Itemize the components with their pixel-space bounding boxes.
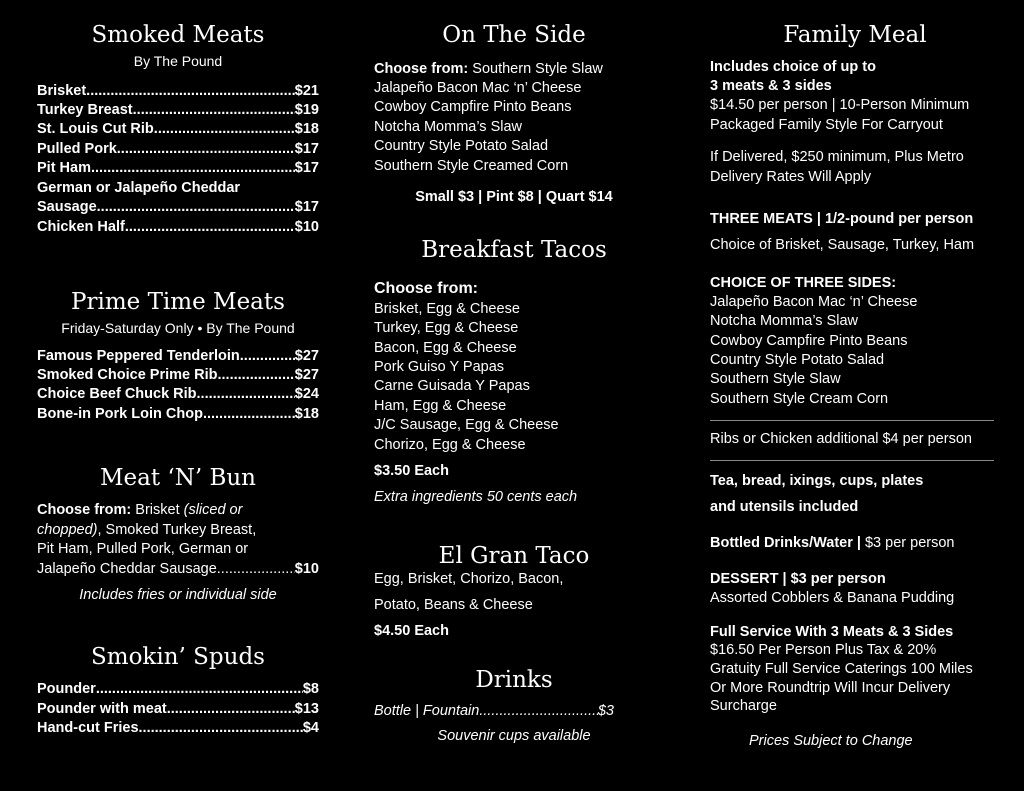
meat-n-bun-line3: Pit Ham, Pulled Pork, German or (37, 541, 249, 557)
side-item: Country Style Potato Salad (374, 138, 549, 154)
full-service-heading: Full Service With 3 Meats & 3 Sides (710, 624, 954, 640)
taco-item: Ham, Egg & Cheese (374, 398, 507, 414)
taco-item: Carne Guisada Y Papas (374, 378, 530, 394)
side-sizes: Small $3 | Pint $8 | Quart $14 (415, 189, 613, 205)
family-side: Notcha Momma’s Slaw (710, 313, 859, 329)
taco-item: Bacon, Egg & Cheese (374, 340, 517, 356)
family-side: Southern Style Cream Corn (710, 391, 889, 407)
taco-item: Pork Guiso Y Papas (374, 359, 505, 375)
ribs-note: Ribs or Chicken additional $4 per person (710, 431, 972, 447)
full-service-line: Or More Roundtrip Will Incur Delivery (710, 680, 951, 696)
menu-item: Pounder ..... $8 (37, 681, 319, 697)
side-item: Southern Style Creamed Corn (374, 158, 569, 174)
menu-item: Pit Ham ..... $17 (37, 160, 319, 176)
spuds-title: Smokin’ Spuds (91, 644, 265, 670)
family-intro: Includes choice of up to (710, 59, 876, 75)
taco-item: Turkey, Egg & Cheese (374, 320, 519, 336)
menu-item: Famous Peppered Tenderloin ..... $27 (37, 348, 319, 364)
drinks-title: Drinks (475, 667, 553, 693)
menu-item: Bone-in Pork Loin Chop ..... $18 (37, 406, 319, 422)
full-service-line: $16.50 Per Person Plus Tax & 20% (710, 642, 937, 658)
prices-note: Prices Subject to Change (749, 733, 913, 749)
family-side: Country Style Potato Salad (710, 352, 885, 368)
meat-n-bun-title: Meat ‘N’ Bun (99, 465, 256, 491)
taco-item: Chorizo, Egg & Cheese (374, 437, 526, 453)
on-the-side-title: On The Side (442, 22, 586, 48)
menu-item: Chicken Half ..... $10 (37, 219, 319, 235)
menu-item: St. Louis Cut Rib ..... $18 (37, 121, 319, 137)
sides-heading: CHOICE OF THREE SIDES: (710, 275, 897, 291)
drinks-note: Souvenir cups available (437, 728, 591, 744)
meat-n-bun-note: Includes fries or individual side (79, 587, 277, 603)
meat-n-bun-line2: chopped), Smoked Turkey Breast, (37, 522, 257, 538)
menu-item: Bottle | Fountain ..... $3 (374, 703, 614, 719)
full-service-line: Gratuity Full Service Caterings 100 Miles (710, 661, 973, 677)
prime-time-subtitle: Friday-Saturday Only • By The Pound (61, 320, 295, 336)
dessert-heading: DESSERT | $3 per person (710, 571, 886, 587)
gran-taco-price: $4.50 Each (374, 623, 449, 639)
menu-item: Choice Beef Chuck Rib ..... $24 (37, 386, 319, 402)
family-delivered: Delivery Rates Will Apply (710, 169, 872, 185)
family-intro: 3 meats & 3 sides (710, 78, 832, 94)
menu-item: Pounder with meat ..... $13 (37, 701, 319, 717)
menu-item: Brisket ..... $21 (37, 83, 319, 99)
gran-taco-line2: Potato, Beans & Cheese (374, 597, 533, 613)
menu-item: Jalapeño Cheddar Sausage ..... $10 (37, 561, 319, 577)
el-gran-taco-title: El Gran Taco (438, 543, 590, 569)
side-item: Cowboy Campfire Pinto Beans (374, 99, 572, 115)
taco-price: $3.50 Each (374, 463, 449, 479)
breakfast-choose-label: Choose from: (374, 280, 478, 297)
prime-time-title: Prime Time Meats (71, 289, 285, 315)
side-item: Notcha Momma’s Slaw (374, 119, 523, 135)
meats-choice: Choice of Brisket, Sausage, Turkey, Ham (710, 237, 975, 253)
menu-item: Turkey Breast ..... $19 (37, 102, 319, 118)
taco-item: Brisket, Egg & Cheese (374, 301, 520, 317)
menu-item: Hand-cut Fries ..... $4 (37, 720, 319, 736)
side-item: Jalapeño Bacon Mac ‘n’ Cheese (374, 80, 582, 96)
menu-item: Smoked Choice Prime Rib ..... $27 (37, 367, 319, 383)
menu-item: Pulled Pork ..... $17 (37, 141, 319, 157)
taco-item: J/C Sausage, Egg & Cheese (374, 417, 559, 433)
family-side: Jalapeño Bacon Mac ‘n’ Cheese (710, 294, 918, 310)
divider (710, 420, 994, 421)
taco-extra: Extra ingredients 50 cents each (374, 489, 578, 505)
side-item: Choose from: Southern Style Slaw (374, 61, 603, 77)
family-side: Southern Style Slaw (710, 371, 841, 387)
tea-note: and utensils included (710, 499, 859, 515)
bottled-drinks: Bottled Drinks/Water | $3 per person (710, 535, 955, 551)
family-side: Cowboy Campfire Pinto Beans (710, 333, 908, 349)
sausage-label: German or Jalapeño Cheddar (37, 180, 241, 196)
menu-item: Sausage ..... $17 (37, 199, 319, 215)
family-delivered: If Delivered, $250 minimum, Plus Metro (710, 149, 964, 165)
smoked-meats-title: Smoked Meats (91, 22, 265, 48)
family-price: $14.50 per person | 10-Person Minimum (710, 97, 970, 113)
full-service-line: Surcharge (710, 698, 777, 714)
breakfast-tacos-title: Breakfast Tacos (421, 237, 607, 263)
meat-n-bun-line1: Choose from: Brisket (sliced or (37, 502, 243, 518)
family-meal-title: Family Meal (783, 22, 927, 48)
smoked-meats-subtitle: By The Pound (133, 53, 223, 69)
divider (710, 460, 994, 461)
family-packaged: Packaged Family Style For Carryout (710, 117, 943, 133)
three-meats-heading: THREE MEATS | 1/2-pound per person (710, 211, 974, 227)
gran-taco-line1: Egg, Brisket, Chorizo, Bacon, (374, 571, 564, 587)
tea-note: Tea, bread, ixings, cups, plates (710, 473, 924, 489)
dessert-items: Assorted Cobblers & Banana Pudding (710, 590, 955, 606)
